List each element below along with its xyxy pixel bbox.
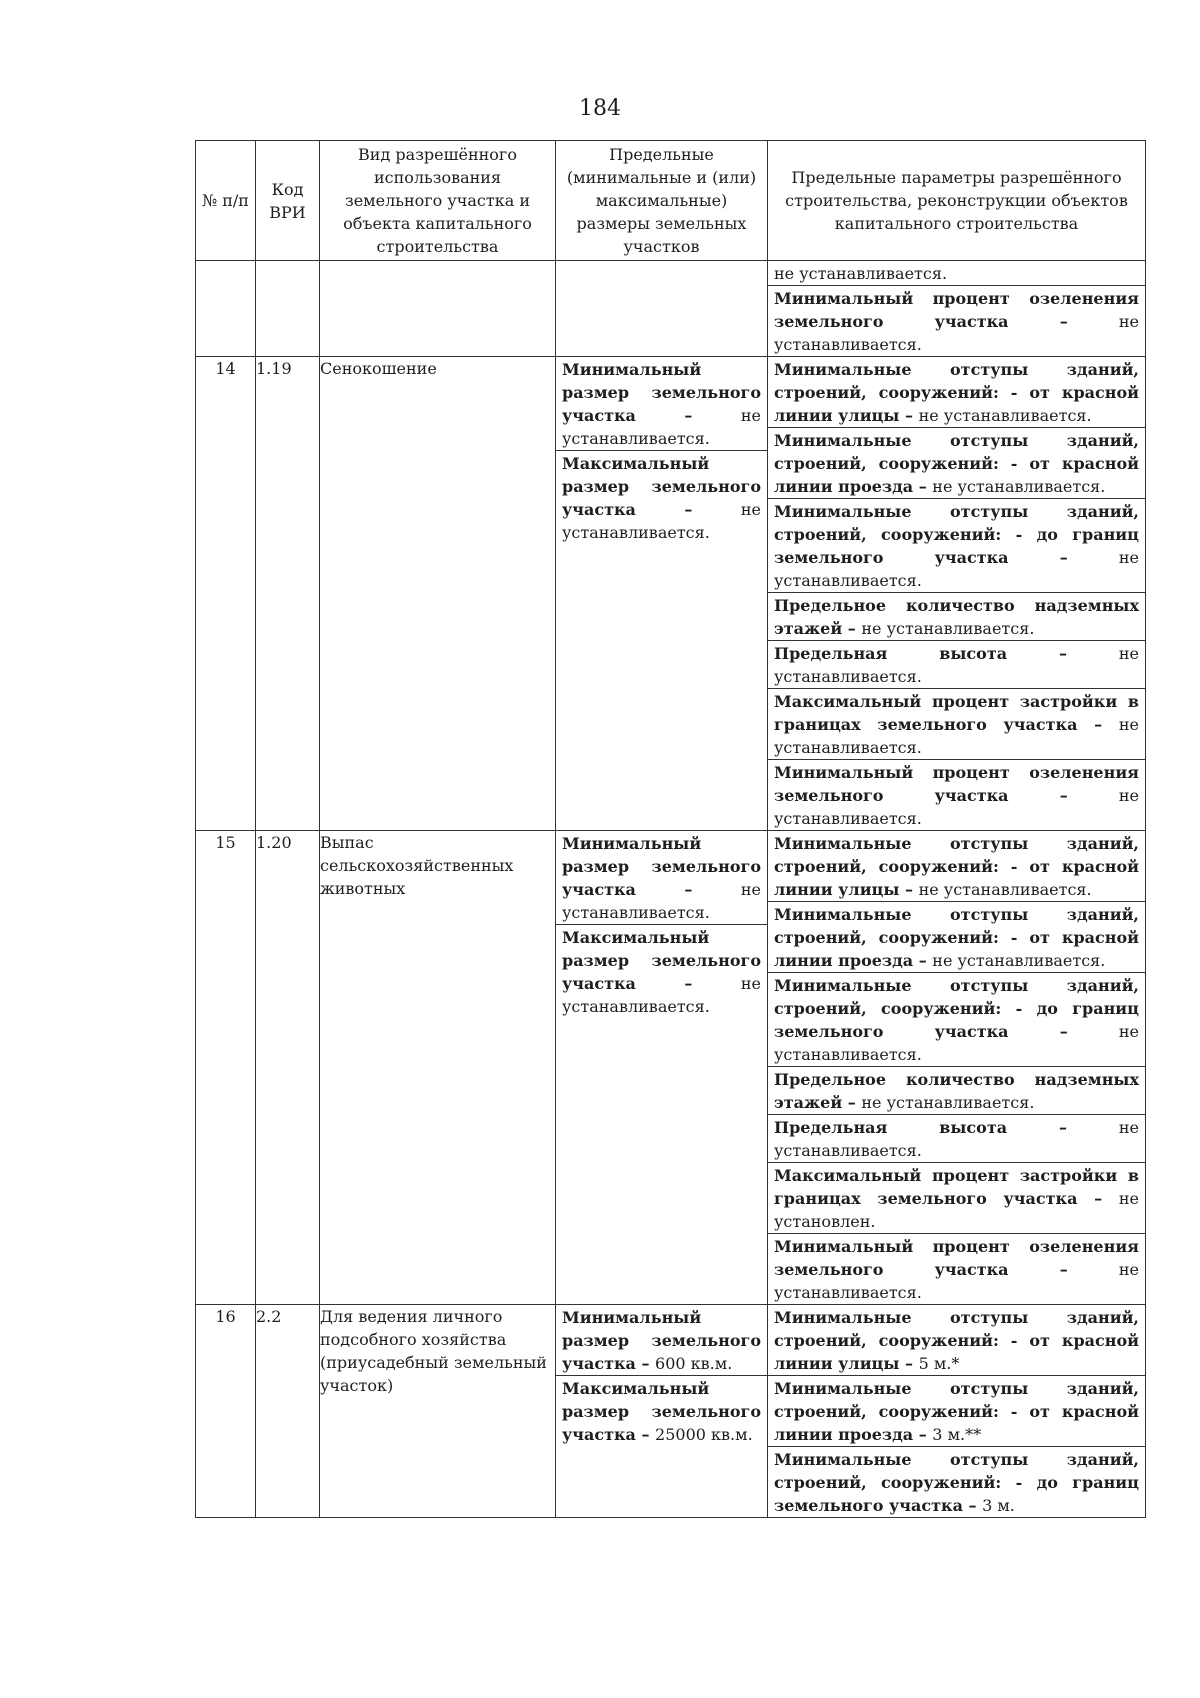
size-entry-value: не устанавливается. bbox=[562, 974, 761, 1016]
param-entry-value: не устанавливается. bbox=[861, 619, 1035, 638]
param-entry-label: Минимальный процент озеленения земельного участка – bbox=[774, 763, 1139, 805]
row-sizes bbox=[556, 831, 768, 1305]
param-entry-label: Минимальные отступы зданий, строений, сооружений: - от красной линии улицы – bbox=[774, 360, 1139, 425]
param-entry-label: Максимальный процент застройки в границах земельного участка – bbox=[774, 692, 1139, 734]
continuation-params bbox=[768, 261, 1146, 357]
param-entry-label: Предельная высота – bbox=[774, 644, 1119, 663]
param-entry-label: Минимальные отступы зданий, строений, сооружений: - до границ земельного участка – bbox=[774, 976, 1139, 1041]
param-entry-value: не устанавливается. bbox=[918, 406, 1092, 425]
table-row bbox=[196, 831, 1146, 1305]
size-entry-label: Максимальный размер земельного участка – bbox=[562, 928, 761, 993]
param-entry-value: не устанавливается. bbox=[774, 1260, 1139, 1302]
param-entry bbox=[768, 593, 1145, 641]
param-entry bbox=[768, 902, 1145, 973]
param-entry bbox=[768, 831, 1145, 902]
param-entry-label: Предельное количество надземных этажей – bbox=[774, 596, 1139, 638]
zoning-table bbox=[195, 140, 1146, 1518]
row-number: 14 bbox=[196, 357, 256, 831]
param-entry-value: не устанавливается. bbox=[774, 786, 1139, 828]
param-entry bbox=[768, 689, 1145, 760]
row-number: 16 bbox=[196, 1305, 256, 1518]
size-entry bbox=[556, 1376, 767, 1446]
row-params bbox=[768, 831, 1146, 1305]
param-entry-label: Минимальный процент озеленения земельного участка – bbox=[774, 1237, 1139, 1279]
param-entry bbox=[768, 357, 1145, 428]
param-entry bbox=[768, 428, 1145, 499]
param-entry-value: не устанавливается. bbox=[918, 880, 1092, 899]
size-entry-label: Максимальный размер земельного участка – bbox=[562, 454, 761, 519]
row-use-name: Для ведения личного подсобного хозяйства (приусадебный земельный участок) bbox=[320, 1305, 556, 1518]
row-number: 15 bbox=[196, 831, 256, 1305]
size-entry bbox=[556, 925, 767, 1018]
param-entry-value: не установлен. bbox=[774, 1189, 1139, 1231]
param-entry-value: 5 м.* bbox=[918, 1354, 960, 1373]
param-entry-label: Минимальные отступы зданий, строений, сооружений: - до границ земельного участка – bbox=[774, 1450, 1139, 1515]
header-code: Код ВРИ bbox=[256, 141, 320, 261]
size-entry-value: 600 кв.м. bbox=[655, 1354, 733, 1373]
param-entry bbox=[768, 760, 1145, 830]
table-row bbox=[196, 357, 1146, 831]
continuation-row bbox=[196, 261, 1146, 357]
param-entry bbox=[768, 1234, 1145, 1304]
param-entry-value: не устанавливается. bbox=[774, 1118, 1139, 1160]
row-params bbox=[768, 1305, 1146, 1518]
param-entry-label: Минимальные отступы зданий, строений, сооружений: - от красной линии проезда – bbox=[774, 1379, 1139, 1444]
param-entry-label: Минимальные отступы зданий, строений, сооружений: - от красной линии проезда – bbox=[774, 905, 1139, 970]
param-entry-value: не устанавливается. bbox=[932, 477, 1106, 496]
continuation-params-stack bbox=[768, 261, 1145, 356]
param-entry bbox=[768, 1163, 1145, 1234]
param-entry-label: Минимальные отступы зданий, строений, сооружений: - от красной линии улицы – bbox=[774, 834, 1139, 899]
table-body bbox=[196, 261, 1146, 1518]
param-entry-value: не устанавливается. bbox=[861, 1093, 1035, 1112]
param-entry-label: Предельная высота – bbox=[774, 1118, 1119, 1137]
param-entry bbox=[768, 1067, 1145, 1115]
size-entry bbox=[556, 831, 767, 925]
continuation-param-label: Минимальный процент озеленения земельного участка – bbox=[774, 289, 1139, 331]
size-entry-label: Минимальный размер земельного участка – bbox=[562, 1308, 761, 1373]
row-params bbox=[768, 357, 1146, 831]
param-entry-value: не устанавливается. bbox=[774, 548, 1139, 590]
size-entry-label: Минимальный размер земельного участка – bbox=[562, 834, 761, 899]
table-header-row bbox=[196, 141, 1146, 261]
continuation-name bbox=[320, 261, 556, 357]
param-entry-value: 3 м. bbox=[982, 1496, 1015, 1515]
param-entry-label: Предельное количество надземных этажей – bbox=[774, 1070, 1139, 1112]
param-entry-value: не устанавливается. bbox=[774, 1022, 1139, 1064]
row-use-name: Выпас сельскохозяйственных животных bbox=[320, 831, 556, 1305]
size-entry-value: не устанавливается. bbox=[562, 406, 761, 448]
param-entry-label: Минимальные отступы зданий, строений, сооружений: - от красной линии улицы – bbox=[774, 1308, 1139, 1373]
param-entry bbox=[768, 1376, 1145, 1447]
continuation-param-value: не устанавливается. bbox=[774, 312, 1139, 354]
header-kind: Вид разрешённого использования земельного участка и объекта капитального строительства bbox=[320, 141, 556, 261]
row-sizes bbox=[556, 1305, 768, 1518]
row-code: 1.20 bbox=[256, 831, 320, 1305]
row-sizes bbox=[556, 357, 768, 831]
header-num: № п/п bbox=[196, 141, 256, 261]
continuation-param bbox=[768, 286, 1145, 356]
param-entry bbox=[768, 1447, 1145, 1517]
size-entry-label: Минимальный размер земельного участка – bbox=[562, 360, 761, 425]
param-entry-label: Максимальный процент застройки в границах земельного участка – bbox=[774, 1166, 1139, 1208]
row-use-name: Сенокошение bbox=[320, 357, 556, 831]
size-entry-value: 25000 кв.м. bbox=[655, 1425, 753, 1444]
continuation-param bbox=[768, 261, 1145, 286]
param-entry-value: не устанавливается. bbox=[774, 715, 1139, 757]
param-entry-label: Минимальные отступы зданий, строений, сооружений: - до границ земельного участка – bbox=[774, 502, 1139, 567]
table-row bbox=[196, 1305, 1146, 1518]
size-entry bbox=[556, 357, 767, 451]
continuation-sizes bbox=[556, 261, 768, 357]
continuation-code bbox=[256, 261, 320, 357]
continuation-num bbox=[196, 261, 256, 357]
param-entry bbox=[768, 499, 1145, 593]
size-entry-value: не устанавливается. bbox=[562, 500, 761, 542]
size-entry bbox=[556, 451, 767, 544]
param-entry-label: Минимальные отступы зданий, строений, сооружений: - от красной линии проезда – bbox=[774, 431, 1139, 496]
size-entry-value: не устанавливается. bbox=[562, 880, 761, 922]
row-code: 1.19 bbox=[256, 357, 320, 831]
param-entry-value: 3 м.** bbox=[932, 1425, 982, 1444]
row-code: 2.2 bbox=[256, 1305, 320, 1518]
page-number: 184 bbox=[579, 96, 621, 121]
size-entry bbox=[556, 1305, 767, 1376]
param-entry-value: не устанавливается. bbox=[774, 644, 1139, 686]
param-entry-value: не устанавливается. bbox=[932, 951, 1106, 970]
param-entry bbox=[768, 641, 1145, 689]
header-sizes: Предельные (минимальные и (или) максимальные) размеры земельных участков bbox=[556, 141, 768, 261]
param-entry bbox=[768, 1115, 1145, 1163]
continuation-param-value: не устанавливается. bbox=[774, 264, 948, 283]
param-entry bbox=[768, 1305, 1145, 1376]
param-entry bbox=[768, 973, 1145, 1067]
size-entry-label: Максимальный размер земельного участка – bbox=[562, 1379, 761, 1444]
header-params: Предельные параметры разрешённого строительства, реконструкции объектов капитального строительства bbox=[768, 141, 1146, 261]
